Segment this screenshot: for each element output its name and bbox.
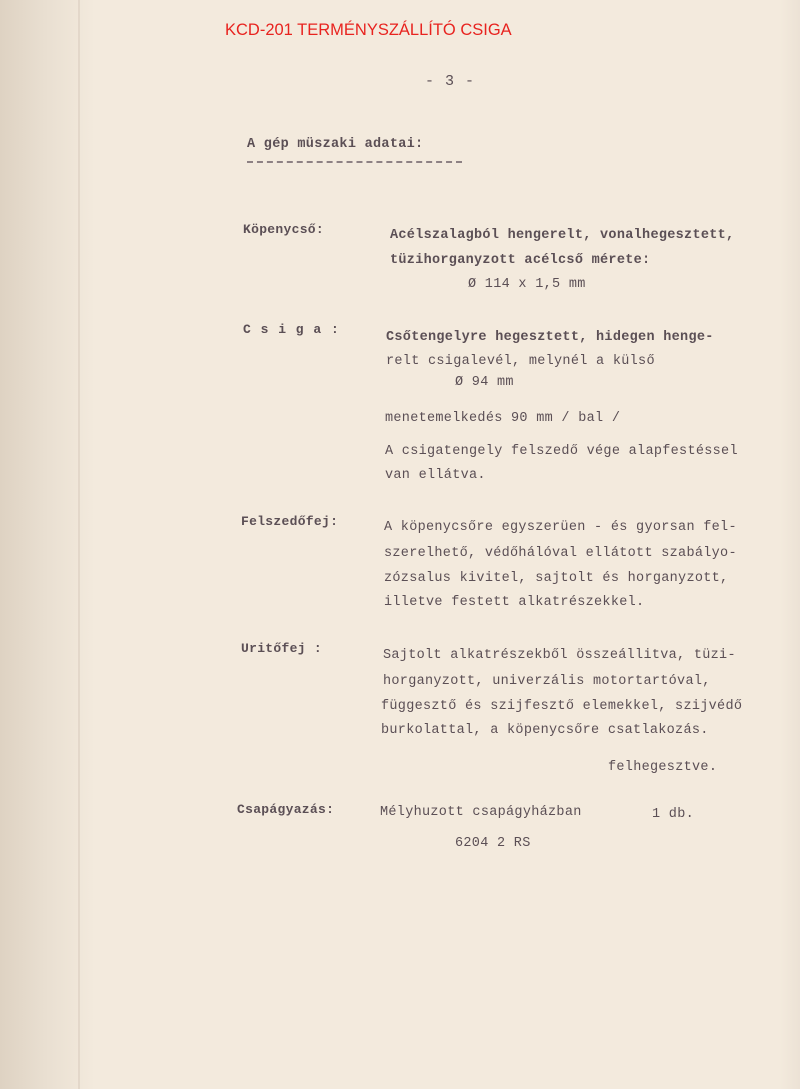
- page-number: - 3 -: [425, 73, 476, 90]
- section-title-underline: [247, 161, 462, 163]
- spec-line: felhegesztve.: [608, 760, 718, 775]
- spec-line: tüzihorganyzott acélcső mérete:: [390, 253, 651, 268]
- spec-line: horganyzott, univerzális motortartóval,: [383, 674, 711, 689]
- spec-label-csiga: C s i g a :: [243, 322, 340, 337]
- spec-line: 1 db.: [652, 807, 695, 822]
- spec-label-uritofej: Uritőfej :: [241, 641, 323, 656]
- spec-line: zózsalus kivitel, sajtolt és horganyzott,: [384, 571, 729, 586]
- spec-line: A köpenycsőre egyszerüen - és gyorsan fel-: [384, 520, 737, 535]
- document-header-title: KCD-201 TERMÉNYSZÁLLÍTÓ CSIGA: [225, 21, 512, 39]
- spec-line: A csigatengely felszedő vége alapfestéssel: [385, 444, 738, 459]
- spec-line: Csőtengelyre hegesztett, hidegen henge-: [386, 330, 714, 345]
- spec-line: burkolattal, a köpenycsőre csatlakozás.: [381, 723, 709, 738]
- spec-label-kopenycso: Köpenycső:: [243, 222, 325, 237]
- spec-label-csapagyazas: Csapágyazás:: [237, 802, 335, 817]
- spec-line: szerelhető, védőhálóval ellátott szabályo-: [384, 546, 737, 561]
- section-title: A gép müszaki adatai:: [247, 137, 424, 152]
- spec-line: függesztő és szijfesztő elemekkel, szijvédő: [381, 699, 743, 714]
- spec-line: Ø 94 mm: [455, 375, 514, 390]
- page-fold-shadow: [78, 0, 80, 1089]
- spec-line: relt csigalevél, melynél a külső: [386, 354, 655, 369]
- spec-label-felszedofej: Felszedőfej:: [241, 514, 339, 529]
- spec-line: Mélyhuzott csapágyházban: [380, 805, 582, 820]
- spec-line: 6204 2 RS: [455, 836, 531, 851]
- spec-line: Sajtolt alkatrészekből összeállitva, tüzi-: [383, 648, 736, 663]
- spec-line: Acélszalagból hengerelt, vonalhegesztett,: [390, 228, 735, 243]
- spec-line: menetemelkedés 90 mm / bal /: [385, 411, 621, 426]
- spec-line: van ellátva.: [385, 468, 486, 483]
- spec-line: Ø 114 x 1,5 mm: [468, 277, 586, 292]
- spec-line: illetve festett alkatrészekkel.: [384, 595, 645, 610]
